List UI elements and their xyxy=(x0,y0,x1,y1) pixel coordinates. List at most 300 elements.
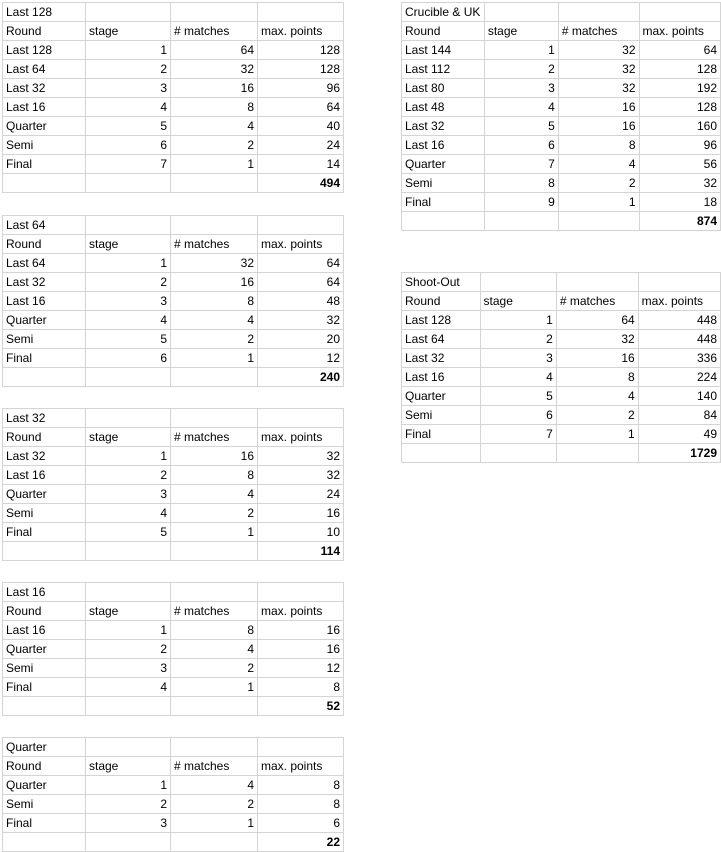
cell-matches: 2 xyxy=(558,174,639,193)
column-header-matches: # matches xyxy=(558,22,639,41)
cell-round: Last 32 xyxy=(3,447,86,466)
cell-round: Quarter xyxy=(402,387,481,406)
empty-cell xyxy=(171,368,258,387)
cell-total: 52 xyxy=(258,697,344,716)
cell-round: Final xyxy=(402,193,485,212)
cell-max-points: 16 xyxy=(258,504,344,523)
cell-max-points: 336 xyxy=(638,349,720,368)
cell-max-points: 192 xyxy=(639,79,721,98)
cell-matches: 1 xyxy=(171,814,258,833)
column-header-max-points: max. points xyxy=(639,22,721,41)
table-title-row xyxy=(3,738,344,757)
cell-round: Last 16 xyxy=(3,98,86,117)
cell-max-points: 64 xyxy=(258,273,344,292)
cell-max-points: 96 xyxy=(639,136,721,155)
empty-cell xyxy=(3,833,86,852)
cell-round: Last 16 xyxy=(3,292,86,311)
cell-round: Semi xyxy=(3,330,86,349)
cell-max-points: 12 xyxy=(258,659,344,678)
empty-cell xyxy=(3,368,86,387)
cell-stage: 2 xyxy=(86,60,171,79)
cell-matches: 2 xyxy=(171,659,258,678)
cell-max-points: 8 xyxy=(258,776,344,795)
table-row xyxy=(3,678,344,697)
empty-cell xyxy=(3,542,86,561)
empty-cell xyxy=(639,3,721,22)
cell-max-points: 24 xyxy=(258,485,344,504)
column-header-stage: stage xyxy=(480,292,556,311)
cell-max-points: 224 xyxy=(638,368,720,387)
cell-max-points: 64 xyxy=(639,41,721,60)
cell-round: Last 144 xyxy=(402,41,485,60)
cell-max-points: 96 xyxy=(258,79,344,98)
column-header-round: Round xyxy=(3,757,86,776)
cell-matches: 16 xyxy=(171,79,258,98)
cell-max-points: 48 xyxy=(258,292,344,311)
column-header-stage: stage xyxy=(86,757,171,776)
cell-round: Last 32 xyxy=(402,117,485,136)
empty-cell xyxy=(556,273,638,292)
table-title-row xyxy=(3,409,344,428)
cell-stage: 9 xyxy=(484,193,558,212)
cell-stage: 6 xyxy=(480,406,556,425)
empty-cell xyxy=(3,174,86,193)
data-table xyxy=(2,2,344,193)
cell-max-points: 140 xyxy=(638,387,720,406)
cell-round: Last 32 xyxy=(402,349,481,368)
table-title-row xyxy=(3,3,344,22)
table-row xyxy=(3,814,344,833)
cell-stage: 4 xyxy=(86,98,171,117)
column-header-max-points: max. points xyxy=(258,602,344,621)
cell-max-points: 84 xyxy=(638,406,720,425)
cell-matches: 32 xyxy=(171,60,258,79)
empty-cell xyxy=(258,216,344,235)
cell-matches: 64 xyxy=(171,41,258,60)
cell-round: Final xyxy=(3,523,86,542)
cell-max-points: 32 xyxy=(258,466,344,485)
cell-max-points: 14 xyxy=(258,155,344,174)
cell-max-points: 49 xyxy=(638,425,720,444)
cell-matches: 1 xyxy=(171,349,258,368)
cell-round: Semi xyxy=(402,174,485,193)
cell-matches: 2 xyxy=(171,795,258,814)
cell-round: Semi xyxy=(3,795,86,814)
cell-round: Quarter xyxy=(3,640,86,659)
cell-stage: 3 xyxy=(86,79,171,98)
cell-stage: 7 xyxy=(86,155,171,174)
cell-total: 114 xyxy=(258,542,344,561)
cell-matches: 8 xyxy=(171,466,258,485)
empty-cell xyxy=(86,3,171,22)
empty-cell xyxy=(402,212,485,231)
cell-round: Last 64 xyxy=(3,60,86,79)
column-header-round: Round xyxy=(402,22,485,41)
cell-stage: 5 xyxy=(86,523,171,542)
table-row xyxy=(402,155,721,174)
cell-round: Quarter xyxy=(3,776,86,795)
table-row xyxy=(3,466,344,485)
cell-stage: 2 xyxy=(480,330,556,349)
empty-cell xyxy=(171,542,258,561)
empty-cell xyxy=(484,212,558,231)
table-row xyxy=(3,311,344,330)
table-row xyxy=(3,136,344,155)
empty-cell xyxy=(171,583,258,602)
table-block-crucible-uk xyxy=(401,2,721,231)
table-block-last-128 xyxy=(2,2,344,193)
empty-cell xyxy=(171,409,258,428)
cell-max-points: 18 xyxy=(639,193,721,212)
cell-total: 874 xyxy=(639,212,721,231)
cell-round: Semi xyxy=(3,659,86,678)
cell-round: Last 16 xyxy=(402,368,481,387)
empty-cell xyxy=(86,368,171,387)
cell-round: Final xyxy=(3,349,86,368)
column-header-stage: stage xyxy=(86,22,171,41)
cell-matches: 1 xyxy=(171,678,258,697)
table-total-row xyxy=(3,833,344,852)
cell-stage: 1 xyxy=(86,776,171,795)
table-row xyxy=(402,79,721,98)
table-row xyxy=(3,79,344,98)
cell-max-points: 128 xyxy=(639,98,721,117)
cell-matches: 32 xyxy=(556,330,638,349)
empty-cell xyxy=(3,697,86,716)
table-row xyxy=(3,504,344,523)
cell-round: Final xyxy=(402,425,481,444)
cell-max-points: 160 xyxy=(639,117,721,136)
cell-matches: 16 xyxy=(558,117,639,136)
cell-round: Last 112 xyxy=(402,60,485,79)
column-header-stage: stage xyxy=(484,22,558,41)
column-header-matches: # matches xyxy=(171,602,258,621)
cell-round: Final xyxy=(3,155,86,174)
cell-stage: 1 xyxy=(484,41,558,60)
cell-stage: 3 xyxy=(86,292,171,311)
column-header-max-points: max. points xyxy=(258,22,344,41)
cell-max-points: 16 xyxy=(258,621,344,640)
table-header-row xyxy=(3,235,344,254)
cell-stage: 3 xyxy=(86,659,171,678)
cell-matches: 16 xyxy=(171,273,258,292)
table-header-row xyxy=(3,428,344,447)
cell-max-points: 6 xyxy=(258,814,344,833)
cell-matches: 16 xyxy=(171,447,258,466)
table-block-shoot-out xyxy=(401,272,721,463)
column-header-round: Round xyxy=(3,22,86,41)
cell-matches: 8 xyxy=(171,292,258,311)
empty-cell xyxy=(402,444,481,463)
column-header-matches: # matches xyxy=(171,22,258,41)
column-header-round: Round xyxy=(3,602,86,621)
column-header-max-points: max. points xyxy=(258,757,344,776)
table-row xyxy=(3,254,344,273)
cell-matches: 4 xyxy=(171,640,258,659)
table-row xyxy=(402,41,721,60)
cell-matches: 32 xyxy=(171,254,258,273)
cell-round: Last 128 xyxy=(3,41,86,60)
empty-cell xyxy=(171,833,258,852)
empty-cell xyxy=(86,174,171,193)
cell-stage: 7 xyxy=(484,155,558,174)
table-header-row xyxy=(3,602,344,621)
data-table xyxy=(2,215,344,387)
table-row xyxy=(3,41,344,60)
cell-total: 240 xyxy=(258,368,344,387)
cell-max-points: 32 xyxy=(258,311,344,330)
table-row xyxy=(402,387,721,406)
cell-max-points: 20 xyxy=(258,330,344,349)
cell-stage: 2 xyxy=(86,640,171,659)
cell-stage: 7 xyxy=(480,425,556,444)
table-row xyxy=(402,425,721,444)
cell-round: Quarter xyxy=(3,117,86,136)
cell-max-points: 10 xyxy=(258,523,344,542)
table-row xyxy=(3,776,344,795)
table-title-row xyxy=(3,216,344,235)
table-row xyxy=(3,155,344,174)
cell-round: Semi xyxy=(402,406,481,425)
cell-round: Final xyxy=(3,678,86,697)
empty-cell xyxy=(86,833,171,852)
cell-round: Last 128 xyxy=(402,311,481,330)
empty-cell xyxy=(638,273,720,292)
cell-matches: 32 xyxy=(558,60,639,79)
table-row xyxy=(3,523,344,542)
column-header-round: Round xyxy=(3,428,86,447)
cell-max-points: 32 xyxy=(639,174,721,193)
cell-stage: 4 xyxy=(86,504,171,523)
cell-max-points: 8 xyxy=(258,678,344,697)
cell-matches: 16 xyxy=(558,98,639,117)
column-header-matches: # matches xyxy=(171,428,258,447)
cell-max-points: 24 xyxy=(258,136,344,155)
table-row xyxy=(3,349,344,368)
table-title: Last 128 xyxy=(3,3,86,22)
table-row xyxy=(402,311,721,330)
table-block-last-64 xyxy=(2,215,344,387)
cell-max-points: 40 xyxy=(258,117,344,136)
cell-matches: 16 xyxy=(556,349,638,368)
cell-round: Last 48 xyxy=(402,98,485,117)
table-row xyxy=(402,117,721,136)
cell-max-points: 128 xyxy=(258,60,344,79)
empty-cell xyxy=(258,583,344,602)
table-title: Last 64 xyxy=(3,216,86,235)
table-row xyxy=(3,330,344,349)
table-row xyxy=(402,349,721,368)
empty-cell xyxy=(86,583,171,602)
cell-stage: 6 xyxy=(86,136,171,155)
cell-stage: 3 xyxy=(86,814,171,833)
cell-matches: 1 xyxy=(556,425,638,444)
table-row xyxy=(3,117,344,136)
empty-cell xyxy=(86,409,171,428)
cell-total: 22 xyxy=(258,833,344,852)
cell-stage: 5 xyxy=(480,387,556,406)
cell-matches: 2 xyxy=(171,330,258,349)
cell-matches: 4 xyxy=(556,387,638,406)
empty-cell xyxy=(171,738,258,757)
empty-cell xyxy=(484,3,558,22)
empty-cell xyxy=(556,444,638,463)
cell-round: Last 16 xyxy=(3,621,86,640)
cell-stage: 6 xyxy=(484,136,558,155)
cell-total: 1729 xyxy=(638,444,720,463)
cell-stage: 1 xyxy=(480,311,556,330)
table-title: Shoot-Out xyxy=(402,273,481,292)
table-total-row xyxy=(3,542,344,561)
column-header-stage: stage xyxy=(86,235,171,254)
cell-matches: 4 xyxy=(558,155,639,174)
cell-max-points: 448 xyxy=(638,311,720,330)
cell-round: Semi xyxy=(3,504,86,523)
cell-max-points: 64 xyxy=(258,254,344,273)
table-title-row xyxy=(402,273,721,292)
cell-matches: 8 xyxy=(171,98,258,117)
table-row xyxy=(3,485,344,504)
table-row xyxy=(402,136,721,155)
cell-round: Final xyxy=(3,814,86,833)
data-table xyxy=(2,582,344,716)
table-header-row xyxy=(3,22,344,41)
cell-stage: 1 xyxy=(86,447,171,466)
column-header-max-points: max. points xyxy=(638,292,720,311)
data-table xyxy=(401,272,721,463)
table-title: Crucible & UK xyxy=(402,3,485,22)
table-total-row xyxy=(3,368,344,387)
cell-round: Semi xyxy=(3,136,86,155)
cell-stage: 5 xyxy=(484,117,558,136)
table-row xyxy=(402,98,721,117)
empty-cell xyxy=(86,542,171,561)
cell-stage: 1 xyxy=(86,41,171,60)
cell-matches: 2 xyxy=(556,406,638,425)
cell-stage: 3 xyxy=(484,79,558,98)
cell-round: Last 32 xyxy=(3,79,86,98)
cell-stage: 5 xyxy=(86,330,171,349)
empty-cell xyxy=(86,697,171,716)
cell-max-points: 8 xyxy=(258,795,344,814)
cell-stage: 4 xyxy=(484,98,558,117)
data-table xyxy=(401,2,721,231)
empty-cell xyxy=(480,444,556,463)
column-header-matches: # matches xyxy=(171,235,258,254)
cell-round: Last 80 xyxy=(402,79,485,98)
empty-cell xyxy=(258,3,344,22)
cell-round: Quarter xyxy=(3,485,86,504)
cell-max-points: 16 xyxy=(258,640,344,659)
empty-cell xyxy=(558,3,639,22)
cell-max-points: 12 xyxy=(258,349,344,368)
cell-round: Last 16 xyxy=(402,136,485,155)
column-header-round: Round xyxy=(402,292,481,311)
table-row xyxy=(3,659,344,678)
empty-cell xyxy=(171,174,258,193)
empty-cell xyxy=(258,409,344,428)
empty-cell xyxy=(86,216,171,235)
table-row xyxy=(3,640,344,659)
cell-stage: 2 xyxy=(86,273,171,292)
cell-stage: 2 xyxy=(86,795,171,814)
cell-max-points: 448 xyxy=(638,330,720,349)
column-header-matches: # matches xyxy=(171,757,258,776)
cell-matches: 4 xyxy=(171,117,258,136)
table-title-row xyxy=(3,583,344,602)
cell-stage: 1 xyxy=(86,254,171,273)
column-header-max-points: max. points xyxy=(258,235,344,254)
empty-cell xyxy=(258,738,344,757)
column-header-round: Round xyxy=(3,235,86,254)
table-total-row xyxy=(402,444,721,463)
cell-matches: 32 xyxy=(558,79,639,98)
cell-round: Quarter xyxy=(3,311,86,330)
cell-total: 494 xyxy=(258,174,344,193)
cell-stage: 1 xyxy=(86,621,171,640)
table-header-row xyxy=(3,757,344,776)
table-row xyxy=(402,174,721,193)
data-table xyxy=(2,408,344,561)
table-row xyxy=(3,60,344,79)
cell-matches: 1 xyxy=(558,193,639,212)
table-total-row xyxy=(3,174,344,193)
table-row xyxy=(3,621,344,640)
table-row xyxy=(402,368,721,387)
cell-matches: 8 xyxy=(171,621,258,640)
cell-round: Last 32 xyxy=(3,273,86,292)
column-header-max-points: max. points xyxy=(258,428,344,447)
cell-matches: 4 xyxy=(171,776,258,795)
table-header-row xyxy=(402,292,721,311)
table-header-row xyxy=(402,22,721,41)
cell-matches: 1 xyxy=(171,523,258,542)
table-row xyxy=(402,60,721,79)
cell-stage: 3 xyxy=(480,349,556,368)
column-header-matches: # matches xyxy=(556,292,638,311)
cell-round: Last 64 xyxy=(402,330,481,349)
empty-cell xyxy=(171,3,258,22)
empty-cell xyxy=(171,216,258,235)
cell-stage: 8 xyxy=(484,174,558,193)
cell-matches: 4 xyxy=(171,311,258,330)
table-row xyxy=(3,795,344,814)
cell-max-points: 128 xyxy=(639,60,721,79)
table-total-row xyxy=(3,697,344,716)
table-row xyxy=(402,406,721,425)
table-total-row xyxy=(402,212,721,231)
cell-matches: 64 xyxy=(556,311,638,330)
table-row xyxy=(3,98,344,117)
empty-cell xyxy=(171,697,258,716)
table-row xyxy=(3,292,344,311)
cell-stage: 3 xyxy=(86,485,171,504)
cell-stage: 5 xyxy=(86,117,171,136)
cell-matches: 8 xyxy=(558,136,639,155)
cell-matches: 4 xyxy=(171,485,258,504)
cell-matches: 1 xyxy=(171,155,258,174)
cell-round: Last 16 xyxy=(3,466,86,485)
table-block-last-16 xyxy=(2,582,344,716)
table-row xyxy=(402,193,721,212)
table-block-quarter xyxy=(2,737,344,852)
cell-stage: 2 xyxy=(484,60,558,79)
cell-stage: 2 xyxy=(86,466,171,485)
cell-matches: 2 xyxy=(171,504,258,523)
cell-max-points: 64 xyxy=(258,98,344,117)
cell-max-points: 128 xyxy=(258,41,344,60)
table-title: Quarter xyxy=(3,738,86,757)
